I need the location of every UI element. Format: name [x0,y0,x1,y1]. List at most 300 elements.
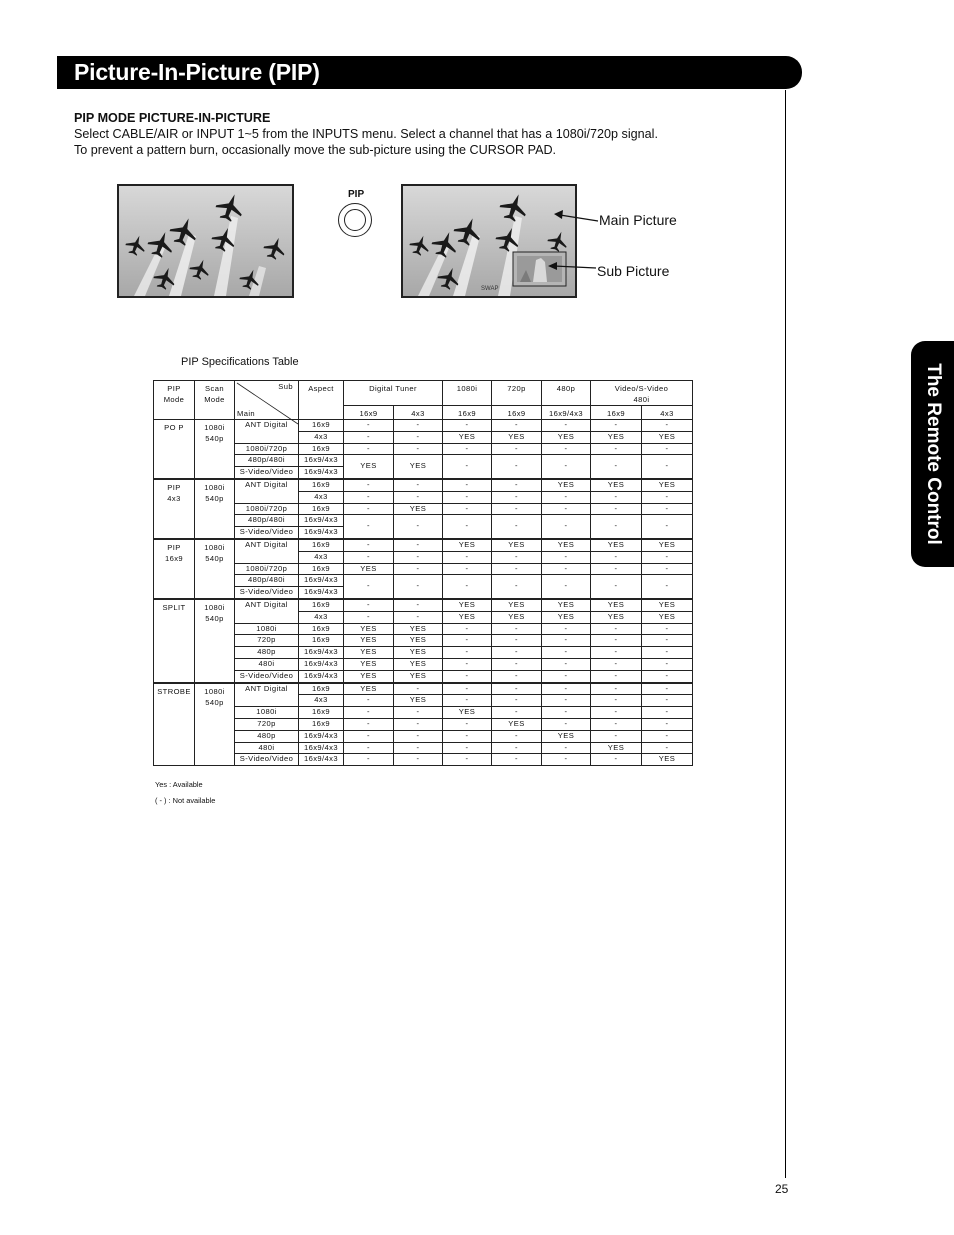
availability-cell: YES [542,539,591,551]
availability-cell: - [344,599,394,611]
header-dt-16x9: 16x9 [344,406,394,420]
aspect-cell: 4x3 [299,695,344,707]
availability-cell: - [642,455,693,479]
availability-cell: - [492,635,542,647]
availability-cell: - [344,730,394,742]
availability-cell: - [492,479,542,491]
availability-cell: - [394,754,443,766]
availability-cell: - [642,718,693,730]
availability-cell: - [542,683,591,695]
intro-heading: PIP MODE PICTURE-IN-PICTURE [74,111,271,125]
availability-cell: - [344,443,394,455]
table-row [154,443,693,455]
pip-spec-table [153,380,693,766]
header-dt-4x3: 4x3 [394,406,443,420]
table-row [154,635,693,647]
availability-cell: - [344,515,394,539]
table-row [154,670,693,682]
availability-cell: - [443,670,492,682]
availability-cell: YES [344,647,394,659]
availability-cell: - [443,742,492,754]
availability-cell: - [642,658,693,670]
availability-cell: YES [394,635,443,647]
main-source-cell: S-Video/Video [235,587,299,599]
availability-cell: - [443,718,492,730]
availability-cell: YES [394,670,443,682]
header-480p-aspect: 16x9/4x3 [542,406,591,420]
table-title: PIP Specifications Table [181,356,299,368]
main-picture-label: Main Picture [599,212,677,228]
availability-cell: - [492,503,542,515]
availability-cell: YES [591,431,642,443]
header-video-4x3: 4x3 [642,406,693,420]
availability-cell: - [443,563,492,575]
availability-cell: YES [591,742,642,754]
aspect-cell: 16x9 [299,635,344,647]
availability-cell: - [591,647,642,659]
availability-cell: - [394,683,443,695]
availability-cell: - [591,707,642,719]
margin-rule [785,90,786,1178]
availability-cell: YES [394,647,443,659]
aspect-cell: 16x9 [299,599,344,611]
availability-cell: - [344,611,394,623]
availability-cell: - [542,515,591,539]
availability-cell: - [591,551,642,563]
table-row [154,718,693,730]
availability-cell: YES [492,431,542,443]
header-480p: 480p [542,381,591,406]
availability-cell: - [591,718,642,730]
scan-mode-cell: 1080i 540p [195,683,235,766]
aspect-cell: 4x3 [299,431,344,443]
availability-cell: - [394,539,443,551]
availability-cell: - [394,599,443,611]
availability-cell: - [591,635,642,647]
availability-cell: - [443,575,492,599]
availability-cell: - [542,575,591,599]
header-720p-aspect: 16x9 [492,406,542,420]
aspect-cell: 16x9/4x3 [299,754,344,766]
table-row [154,563,693,575]
table-row [154,479,693,491]
availability-cell: YES [642,479,693,491]
table-row [154,658,693,670]
availability-cell: - [344,754,394,766]
availability-cell: - [642,670,693,682]
availability-cell: - [394,491,443,503]
availability-cell: YES [642,754,693,766]
availability-cell: - [492,695,542,707]
availability-cell: - [443,503,492,515]
availability-cell: YES [443,599,492,611]
availability-cell: - [492,551,542,563]
availability-cell: - [492,658,542,670]
availability-cell: - [394,420,443,432]
pip-button-label: PIP [348,189,365,200]
availability-cell: - [443,455,492,479]
table-row [154,455,693,467]
availability-cell: YES [492,599,542,611]
availability-cell: - [492,455,542,479]
availability-cell: - [591,503,642,515]
availability-cell: YES [542,611,591,623]
availability-cell: - [542,658,591,670]
main-source-cell: S-Video/Video [235,754,299,766]
availability-cell: YES [542,599,591,611]
main-source-cell: S-Video/Video [235,527,299,539]
availability-cell: - [591,670,642,682]
aspect-cell: 16x9 [299,683,344,695]
availability-cell: - [542,443,591,455]
availability-cell: - [542,623,591,635]
availability-cell: - [591,754,642,766]
availability-cell: - [492,563,542,575]
main-source-cell: 480p/480i [235,515,299,527]
availability-cell: - [394,611,443,623]
availability-cell: - [642,515,693,539]
availability-cell: YES [642,599,693,611]
availability-cell: YES [344,455,394,479]
availability-cell: YES [344,670,394,682]
main-source-cell: ANT Digital [235,683,299,707]
aspect-cell: 16x9/4x3 [299,515,344,527]
aspect-cell: 16x9/4x3 [299,647,344,659]
page-number: 25 [775,1182,789,1196]
availability-cell: YES [344,683,394,695]
main-source-cell: 1080i/720p [235,563,299,575]
availability-cell: - [542,707,591,719]
availability-cell: - [394,575,443,599]
table-row [154,707,693,719]
availability-cell: - [394,443,443,455]
availability-cell: - [642,551,693,563]
availability-cell: YES [492,611,542,623]
availability-cell: - [492,730,542,742]
swap-label: SWAP [481,286,499,292]
availability-cell: - [591,695,642,707]
availability-cell: - [443,730,492,742]
page-title: Picture-In-Picture (PIP) [74,59,320,85]
legend-yes: Yes : Available [155,780,203,789]
availability-cell: - [642,623,693,635]
availability-cell: - [394,730,443,742]
availability-cell: - [344,539,394,551]
availability-cell: - [344,503,394,515]
availability-cell: - [542,670,591,682]
availability-cell: - [492,515,542,539]
availability-cell: - [542,635,591,647]
availability-cell: - [542,742,591,754]
main-source-cell: 1080i [235,707,299,719]
availability-cell: - [642,695,693,707]
availability-cell: - [492,647,542,659]
scan-mode-cell: 1080i 540p [195,479,235,539]
pip-mode-cell: SPLIT [154,599,195,683]
availability-cell: - [394,742,443,754]
availability-cell: YES [394,503,443,515]
availability-cell: - [394,563,443,575]
table-row [154,742,693,754]
availability-cell: - [492,443,542,455]
table-row [154,503,693,515]
availability-cell: - [542,695,591,707]
availability-cell: - [591,491,642,503]
aspect-cell: 16x9/4x3 [299,575,344,587]
availability-cell: - [443,420,492,432]
availability-cell: - [443,647,492,659]
availability-cell: - [344,575,394,599]
availability-cell: - [443,683,492,695]
pip-remote-button-icon [338,203,372,237]
availability-cell: - [542,647,591,659]
availability-cell: - [542,455,591,479]
availability-cell: YES [394,455,443,479]
page-title-bar [57,56,802,89]
header-1080i-aspect: 16x9 [443,406,492,420]
main-source-cell: 480i [235,742,299,754]
availability-cell: - [443,443,492,455]
availability-cell: - [492,575,542,599]
availability-cell: - [642,635,693,647]
availability-cell: YES [542,479,591,491]
aspect-cell: 16x9/4x3 [299,658,344,670]
table-row [154,623,693,635]
availability-cell: YES [394,658,443,670]
main-source-cell: S-Video/Video [235,467,299,479]
main-source-cell: 720p [235,718,299,730]
table-row [154,647,693,659]
availability-cell: YES [642,539,693,551]
availability-cell: YES [492,539,542,551]
intro-line-1: Select CABLE/AIR or INPUT 1~5 from the INPUTS menu. Select a channel that has a 1080i/720p signal. [74,127,658,141]
availability-cell: - [591,443,642,455]
main-source-cell: 480i [235,658,299,670]
availability-cell: - [542,551,591,563]
aspect-cell: 16x9 [299,479,344,491]
side-tab-label: The Remote Control [922,363,944,545]
availability-cell: - [443,515,492,539]
availability-cell: YES [591,599,642,611]
availability-cell: - [344,420,394,432]
aspect-cell: 16x9/4x3 [299,455,344,467]
pip-mode-cell: PIP 16x9 [154,539,195,599]
availability-cell: - [394,707,443,719]
availability-cell: - [492,670,542,682]
availability-cell: YES [492,718,542,730]
availability-cell: YES [344,635,394,647]
availability-cell: - [344,551,394,563]
availability-cell: YES [443,611,492,623]
aspect-cell: 16x9 [299,420,344,432]
availability-cell: YES [394,695,443,707]
aspect-cell: 16x9 [299,718,344,730]
availability-cell: - [642,575,693,599]
aspect-cell: 16x9/4x3 [299,742,344,754]
availability-cell: - [591,420,642,432]
aspect-cell: 16x9 [299,707,344,719]
availability-cell: - [642,707,693,719]
availability-cell: - [344,718,394,730]
aspect-cell: 4x3 [299,551,344,563]
availability-cell: - [394,551,443,563]
availability-cell: - [642,563,693,575]
aspect-cell: 16x9 [299,623,344,635]
availability-cell: - [344,431,394,443]
availability-cell: - [542,718,591,730]
main-source-cell: 1080i [235,623,299,635]
header-video-16x9: 16x9 [591,406,642,420]
aspect-cell: 16x9/4x3 [299,587,344,599]
aspect-cell: 4x3 [299,611,344,623]
availability-cell: - [344,491,394,503]
availability-cell: - [642,443,693,455]
aspect-cell: 16x9 [299,563,344,575]
availability-cell: - [443,479,492,491]
main-picture-before-image [117,184,294,298]
availability-cell: - [492,491,542,503]
scan-mode-cell: 1080i 540p [195,599,235,683]
main-source-cell: ANT Digital [235,599,299,623]
availability-cell: YES [642,611,693,623]
table-row [154,683,693,695]
main-source-cell: 1080i/720p [235,503,299,515]
availability-cell: - [542,491,591,503]
availability-cell: YES [591,479,642,491]
table-row [154,515,693,527]
availability-cell: - [642,420,693,432]
aspect-cell: 16x9/4x3 [299,730,344,742]
legend-no: ( - ) : Not available [155,796,216,805]
availability-cell: - [394,479,443,491]
availability-cell: - [591,623,642,635]
intro-text [74,110,658,158]
main-source-cell: 720p [235,635,299,647]
main-source-cell: 480p/480i [235,575,299,587]
availability-cell: - [492,742,542,754]
header-video: Video/S-Video 480i [591,381,693,406]
availability-cell: - [443,695,492,707]
availability-cell: - [443,658,492,670]
header-sub-main [235,381,299,420]
availability-cell: YES [443,539,492,551]
availability-cell: YES [344,658,394,670]
aspect-cell: 16x9/4x3 [299,527,344,539]
table-row [154,599,693,611]
availability-cell: YES [443,707,492,719]
availability-cell: - [344,479,394,491]
availability-cell: - [492,623,542,635]
availability-cell: - [642,491,693,503]
aspect-cell: 16x9 [299,503,344,515]
header-scan-mode: Scan Mode [195,381,235,420]
aspect-cell: 16x9/4x3 [299,467,344,479]
availability-cell: YES [591,611,642,623]
availability-cell: - [542,503,591,515]
main-source-cell: 1080i/720p [235,443,299,455]
availability-cell: - [443,754,492,766]
availability-cell: - [492,420,542,432]
availability-cell: - [344,695,394,707]
availability-cell: YES [542,730,591,742]
main-source-cell: ANT Digital [235,420,299,444]
main-source-cell: ANT Digital [235,479,299,503]
aspect-cell: 16x9/4x3 [299,670,344,682]
availability-cell: - [542,420,591,432]
header-aspect: Aspect [299,381,344,420]
header-main: Main [237,409,256,418]
aspect-cell: 16x9 [299,443,344,455]
availability-cell: YES [394,623,443,635]
availability-cell: - [642,730,693,742]
availability-cell: - [591,455,642,479]
header-digital-tuner: Digital Tuner [344,381,443,406]
availability-cell: - [642,647,693,659]
availability-cell: - [344,742,394,754]
main-source-cell: 480p [235,730,299,742]
pip-mode-cell: STROBE [154,683,195,766]
availability-cell: YES [542,431,591,443]
sub-picture-label: Sub Picture [597,263,670,279]
table-row [154,730,693,742]
header-sub: Sub [278,382,293,391]
availability-cell: YES [591,539,642,551]
availability-cell: - [344,707,394,719]
availability-cell: - [443,491,492,503]
table-row [154,575,693,587]
availability-cell: - [443,551,492,563]
availability-cell: YES [344,563,394,575]
pip-mode-cell: PO P [154,420,195,479]
availability-cell: - [443,635,492,647]
availability-cell: - [492,683,542,695]
availability-cell: - [591,515,642,539]
header-1080i: 1080i [443,381,492,406]
availability-cell: - [394,718,443,730]
aspect-cell: 4x3 [299,491,344,503]
section-side-tab [911,341,954,567]
callout-arrows [540,205,600,285]
availability-cell: - [591,658,642,670]
availability-cell: - [591,730,642,742]
availability-cell: - [542,754,591,766]
availability-cell: - [642,503,693,515]
main-source-cell: S-Video/Video [235,670,299,682]
table-row [154,539,693,551]
header-pip-mode: PIP Mode [154,381,195,420]
availability-cell: YES [344,623,394,635]
header-720p: 720p [492,381,542,406]
main-source-cell: 480p [235,647,299,659]
availability-cell: - [394,431,443,443]
availability-cell: - [492,707,542,719]
availability-cell: - [394,515,443,539]
table-row [154,754,693,766]
availability-cell: - [591,563,642,575]
availability-cell: - [443,623,492,635]
availability-cell: - [542,563,591,575]
intro-line-2: To prevent a pattern burn, occasionally move the sub-picture using the CURSOR PAD. [74,143,557,157]
availability-cell: - [642,683,693,695]
availability-cell: YES [642,431,693,443]
availability-cell: - [591,575,642,599]
scan-mode-cell: 1080i 540p [195,420,235,479]
main-source-cell: ANT Digital [235,539,299,563]
availability-cell: - [492,754,542,766]
aspect-cell: 16x9 [299,539,344,551]
main-source-cell: 480p/480i [235,455,299,467]
availability-cell: YES [443,431,492,443]
